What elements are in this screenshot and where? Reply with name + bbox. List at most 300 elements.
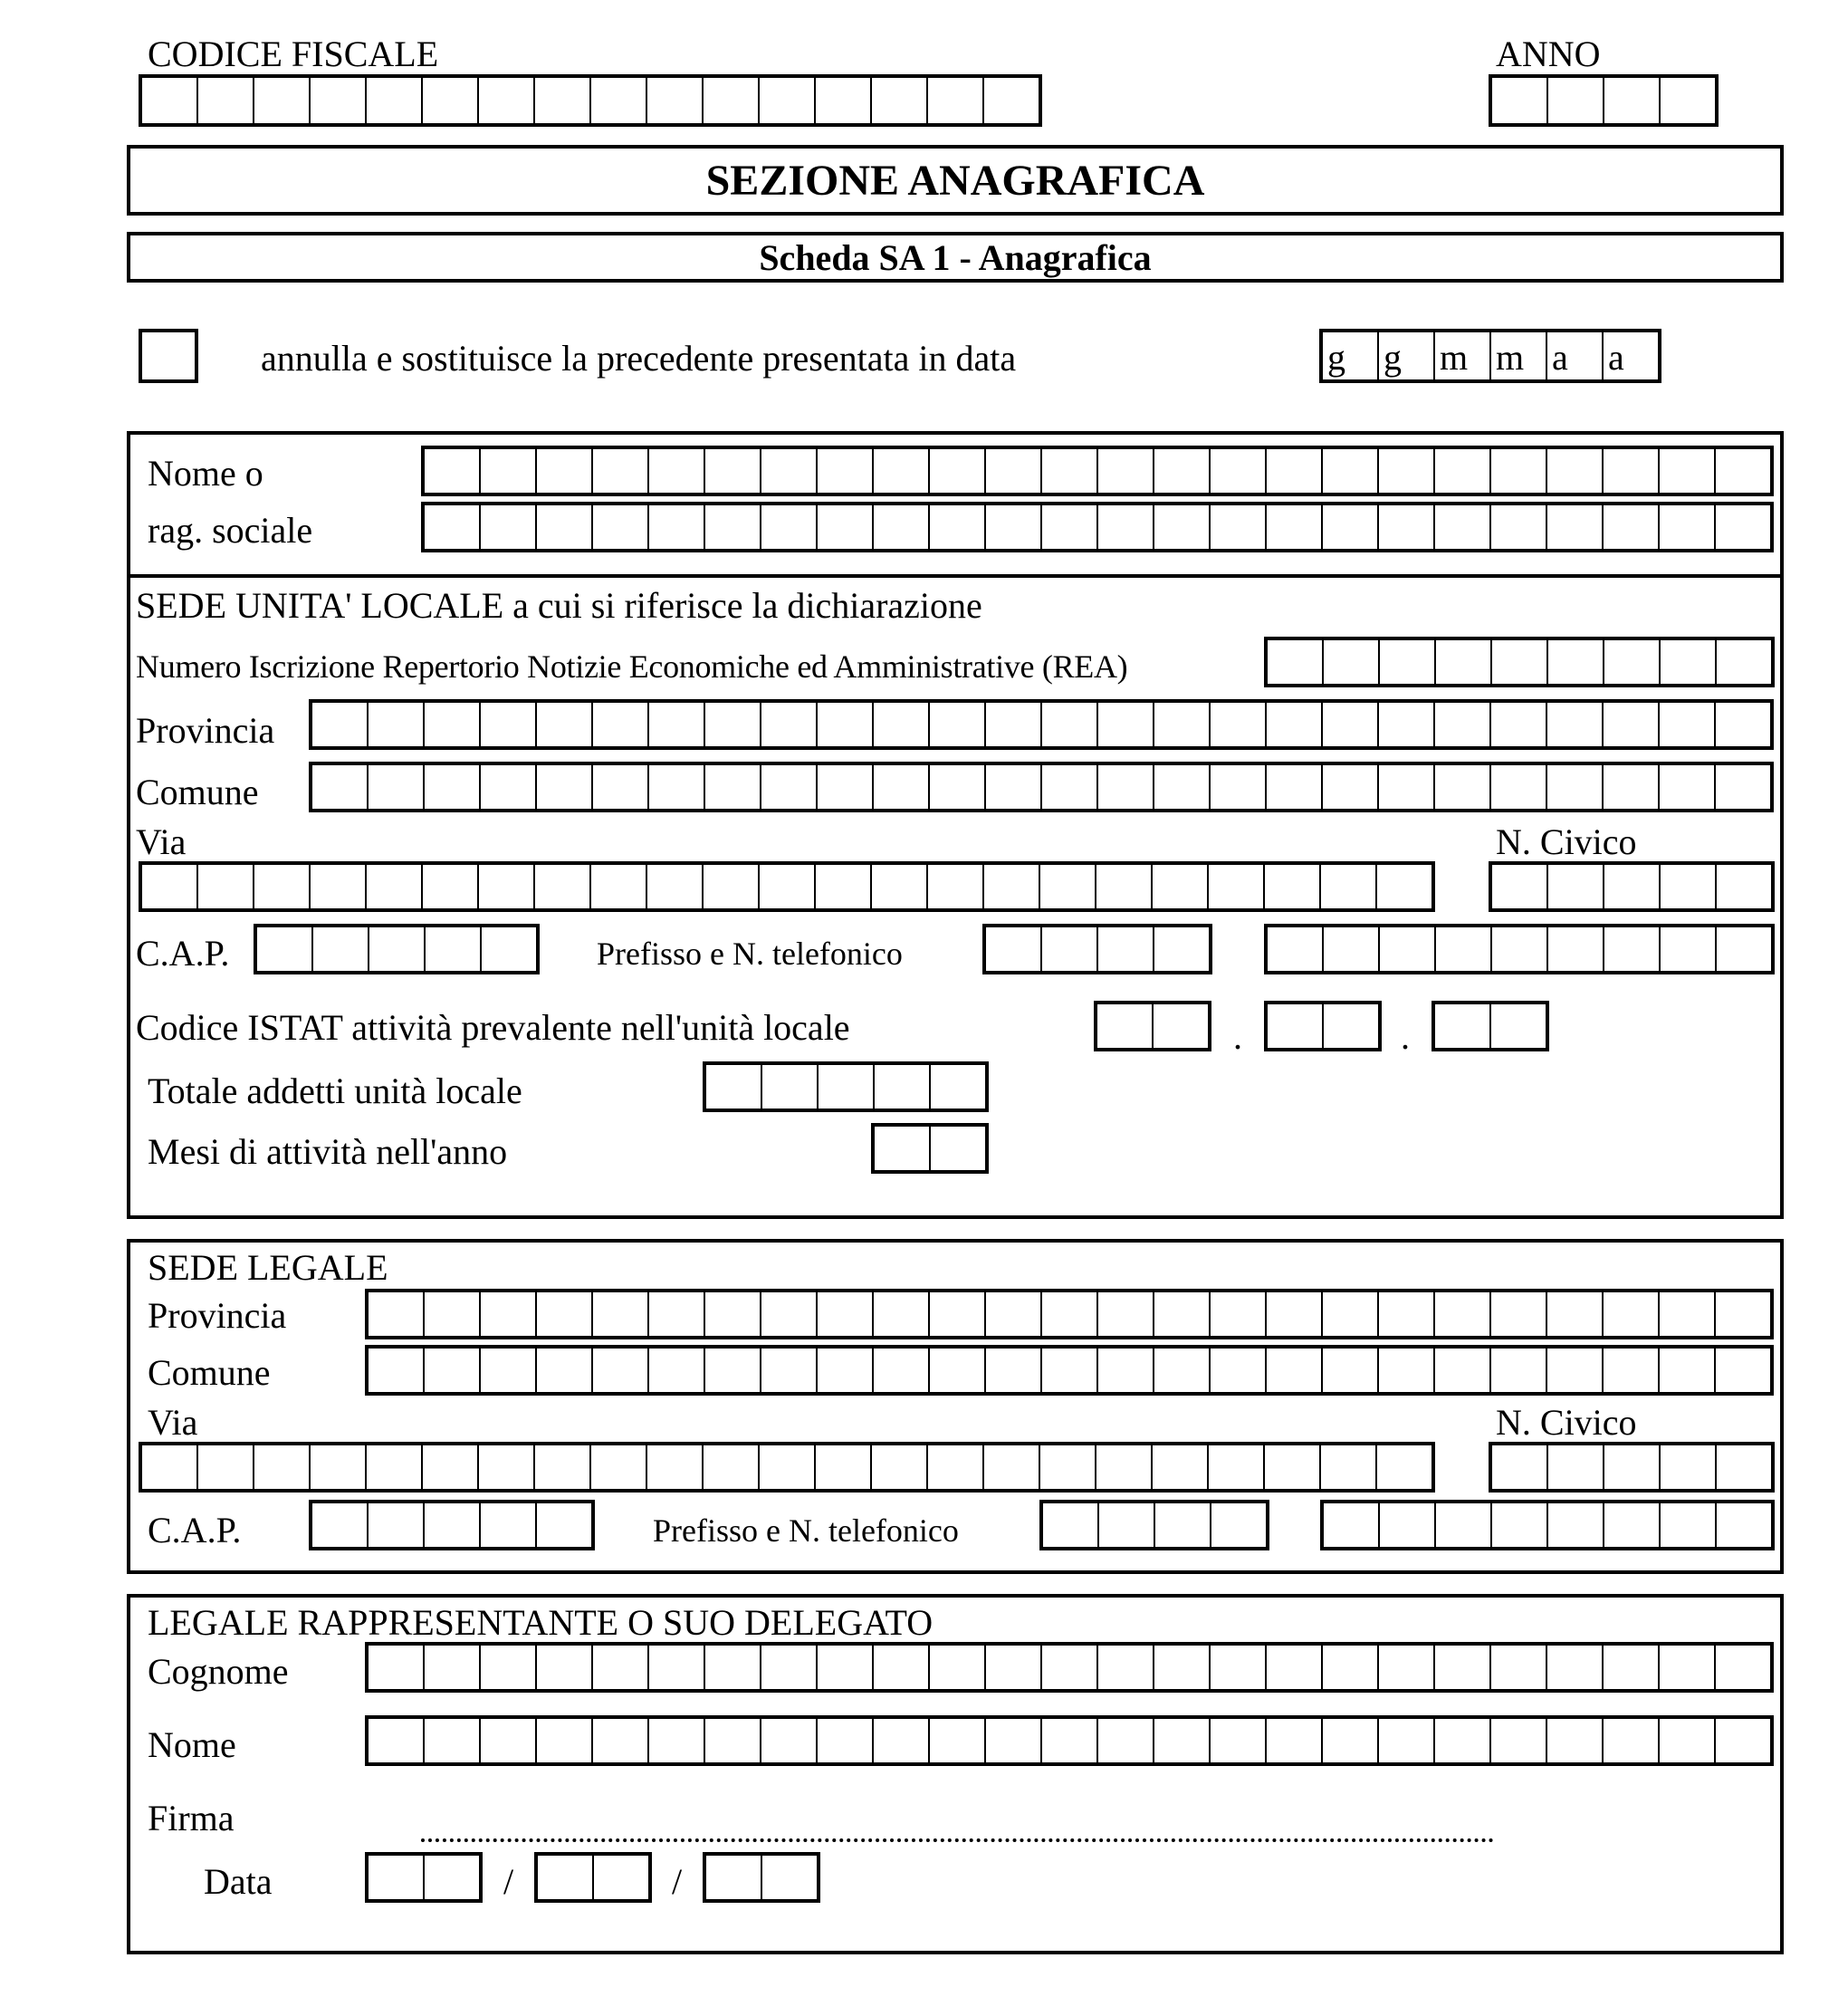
- char-cell[interactable]: [537, 449, 593, 493]
- char-cell[interactable]: [1379, 703, 1435, 746]
- char-cell[interactable]: [1211, 449, 1267, 493]
- char-cell[interactable]: [761, 765, 818, 809]
- char-cell[interactable]: [818, 765, 874, 809]
- char-cell[interactable]: [369, 1349, 425, 1392]
- char-cell[interactable]: [816, 1445, 872, 1489]
- sl-cap-field[interactable]: [309, 1500, 595, 1550]
- char-cell[interactable]: [647, 865, 704, 908]
- data-month-field[interactable]: [534, 1852, 652, 1903]
- char-cell[interactable]: [369, 1719, 425, 1762]
- char-cell[interactable]: [1267, 1646, 1323, 1689]
- char-cell[interactable]: [1153, 865, 1209, 908]
- istat-field-2[interactable]: [1264, 1001, 1382, 1051]
- char-cell[interactable]: [874, 1719, 930, 1762]
- char-cell[interactable]: [481, 1646, 537, 1689]
- sl-telefono-field[interactable]: [1320, 1500, 1775, 1550]
- char-cell[interactable]: [594, 1856, 650, 1899]
- char-cell[interactable]: [1435, 1719, 1491, 1762]
- char-cell[interactable]: [1491, 449, 1547, 493]
- char-cell[interactable]: [1604, 1719, 1660, 1762]
- char-cell[interactable]: [1323, 1646, 1379, 1689]
- annulla-checkbox[interactable]: [139, 329, 198, 383]
- char-cell[interactable]: [1435, 765, 1491, 809]
- char-cell[interactable]: [761, 449, 818, 493]
- char-cell[interactable]: [762, 1856, 819, 1899]
- char-cell[interactable]: [872, 78, 928, 123]
- char-cell[interactable]: [1548, 865, 1604, 908]
- char-cell[interactable]: [984, 78, 1040, 123]
- char-cell[interactable]: [369, 927, 426, 971]
- char-cell[interactable]: [986, 1292, 1042, 1336]
- char-cell[interactable]: [1604, 927, 1661, 971]
- char-cell[interactable]: [1435, 449, 1491, 493]
- char-cell[interactable]: [986, 449, 1042, 493]
- char-cell[interactable]: [313, 927, 369, 971]
- char-cell[interactable]: [1716, 1646, 1772, 1689]
- char-cell[interactable]: [1547, 1349, 1604, 1392]
- char-cell[interactable]: [1661, 1445, 1717, 1489]
- char-cell[interactable]: [1547, 1646, 1604, 1689]
- char-cell[interactable]: [1660, 1719, 1716, 1762]
- ul-provincia-field[interactable]: [309, 699, 1774, 750]
- char-cell[interactable]: [1096, 1445, 1153, 1489]
- char-cell[interactable]: [649, 1292, 705, 1336]
- char-cell[interactable]: [1098, 765, 1154, 809]
- char-cell[interactable]: [1154, 449, 1211, 493]
- char-cell[interactable]: [1660, 449, 1716, 493]
- char-cell[interactable]: [1380, 640, 1436, 684]
- char-cell[interactable]: [875, 1127, 931, 1170]
- annulla-date-field[interactable]: [1319, 329, 1661, 383]
- char-cell[interactable]: [706, 1065, 762, 1109]
- char-cell[interactable]: [425, 1646, 481, 1689]
- char-cell[interactable]: [311, 1445, 367, 1489]
- char-cell[interactable]: [1211, 1292, 1267, 1336]
- char-cell[interactable]: [198, 78, 254, 123]
- char-cell[interactable]: [647, 1445, 704, 1489]
- char-cell[interactable]: [1604, 1349, 1660, 1392]
- char-cell[interactable]: [1492, 927, 1548, 971]
- char-cell[interactable]: [649, 1646, 705, 1689]
- char-cell[interactable]: [986, 1349, 1042, 1392]
- char-cell[interactable]: [311, 865, 367, 908]
- char-cell[interactable]: [481, 1349, 537, 1392]
- char-cell[interactable]: [479, 78, 535, 123]
- istat-field-3[interactable]: [1431, 1001, 1549, 1051]
- char-cell[interactable]: [423, 865, 479, 908]
- char-cell[interactable]: [1154, 765, 1211, 809]
- char-cell[interactable]: [1491, 1004, 1547, 1048]
- char-cell[interactable]: [1154, 1646, 1211, 1689]
- char-cell[interactable]: [1548, 1503, 1604, 1547]
- char-cell[interactable]: [704, 865, 760, 908]
- char-cell[interactable]: [1097, 1004, 1154, 1048]
- char-cell[interactable]: a: [1604, 332, 1660, 379]
- char-cell[interactable]: [479, 865, 535, 908]
- char-cell[interactable]: [591, 78, 647, 123]
- char-cell[interactable]: [537, 1503, 593, 1547]
- char-cell[interactable]: [1211, 1719, 1267, 1762]
- char-cell[interactable]: [1211, 505, 1267, 549]
- char-cell[interactable]: [816, 865, 872, 908]
- char-cell[interactable]: [1268, 927, 1324, 971]
- char-cell[interactable]: [930, 1719, 986, 1762]
- char-cell[interactable]: [481, 1719, 537, 1762]
- char-cell[interactable]: [1154, 1004, 1210, 1048]
- char-cell[interactable]: [1492, 865, 1548, 908]
- char-cell[interactable]: [1604, 1503, 1661, 1547]
- char-cell[interactable]: [1042, 1646, 1098, 1689]
- char-cell[interactable]: [482, 927, 538, 971]
- char-cell[interactable]: [819, 1065, 875, 1109]
- char-cell[interactable]: [481, 1292, 537, 1336]
- mesi-field[interactable]: [871, 1123, 989, 1174]
- char-cell[interactable]: [1323, 1292, 1379, 1336]
- char-cell[interactable]: [481, 1503, 537, 1547]
- char-cell[interactable]: [1717, 1445, 1773, 1489]
- char-cell[interactable]: [761, 703, 818, 746]
- char-cell[interactable]: [1098, 449, 1154, 493]
- char-cell[interactable]: [198, 1445, 254, 1489]
- char-cell[interactable]: [1099, 1503, 1155, 1547]
- char-cell[interactable]: [535, 1445, 591, 1489]
- char-cell[interactable]: a: [1547, 332, 1604, 379]
- rea-field[interactable]: [1264, 637, 1775, 687]
- char-cell[interactable]: [1321, 1445, 1377, 1489]
- char-cell[interactable]: [649, 449, 705, 493]
- char-cell[interactable]: [1660, 505, 1716, 549]
- char-cell[interactable]: [1267, 505, 1323, 549]
- char-cell[interactable]: [1379, 765, 1435, 809]
- char-cell[interactable]: [1491, 1349, 1547, 1392]
- char-cell[interactable]: [1265, 865, 1321, 908]
- char-cell[interactable]: [1604, 1292, 1660, 1336]
- char-cell[interactable]: [1324, 1503, 1380, 1547]
- char-cell[interactable]: [928, 865, 984, 908]
- char-cell[interactable]: [1436, 927, 1492, 971]
- char-cell[interactable]: [930, 703, 986, 746]
- char-cell[interactable]: [647, 78, 704, 123]
- char-cell[interactable]: [705, 703, 761, 746]
- char-cell[interactable]: [425, 1856, 481, 1899]
- char-cell[interactable]: [818, 1292, 874, 1336]
- char-cell[interactable]: [1154, 505, 1211, 549]
- nome-field-row2[interactable]: [421, 502, 1774, 552]
- char-cell[interactable]: [425, 505, 481, 549]
- char-cell[interactable]: [593, 1292, 649, 1336]
- char-cell[interactable]: [1548, 1445, 1604, 1489]
- ul-prefisso-field[interactable]: [982, 924, 1212, 974]
- char-cell[interactable]: [1436, 640, 1492, 684]
- char-cell[interactable]: [425, 1719, 481, 1762]
- char-cell[interactable]: [1492, 640, 1548, 684]
- char-cell[interactable]: [1716, 1349, 1772, 1392]
- char-cell[interactable]: [874, 1292, 930, 1336]
- char-cell[interactable]: [425, 765, 481, 809]
- ul-via-field[interactable]: [139, 861, 1435, 912]
- char-cell[interactable]: [1660, 765, 1716, 809]
- char-cell[interactable]: [1436, 1503, 1492, 1547]
- char-cell[interactable]: [1492, 78, 1548, 123]
- char-cell[interactable]: [1155, 1503, 1211, 1547]
- char-cell[interactable]: [705, 1349, 761, 1392]
- data-day-field[interactable]: [365, 1852, 483, 1903]
- char-cell[interactable]: [481, 765, 537, 809]
- char-cell[interactable]: [1324, 927, 1380, 971]
- char-cell[interactable]: [254, 865, 311, 908]
- char-cell[interactable]: [928, 1445, 984, 1489]
- char-cell[interactable]: [593, 1719, 649, 1762]
- char-cell[interactable]: [1491, 765, 1547, 809]
- char-cell[interactable]: [591, 1445, 647, 1489]
- char-cell[interactable]: [535, 865, 591, 908]
- char-cell[interactable]: m: [1435, 332, 1491, 379]
- char-cell[interactable]: [1661, 640, 1717, 684]
- char-cell[interactable]: [1153, 1445, 1209, 1489]
- char-cell[interactable]: [986, 1719, 1042, 1762]
- ul-telefono-field[interactable]: [1264, 924, 1775, 974]
- char-cell[interactable]: [593, 703, 649, 746]
- char-cell[interactable]: [1323, 765, 1379, 809]
- char-cell[interactable]: [704, 1445, 760, 1489]
- char-cell[interactable]: [986, 927, 1042, 971]
- char-cell[interactable]: [1661, 1503, 1717, 1547]
- char-cell[interactable]: [591, 865, 647, 908]
- char-cell[interactable]: [425, 449, 481, 493]
- char-cell[interactable]: [1717, 927, 1773, 971]
- char-cell[interactable]: [1267, 1292, 1323, 1336]
- char-cell[interactable]: [593, 449, 649, 493]
- char-cell[interactable]: [311, 78, 367, 123]
- char-cell[interactable]: [1604, 505, 1660, 549]
- char-cell[interactable]: [1268, 1004, 1324, 1048]
- char-cell[interactable]: [1547, 449, 1604, 493]
- char-cell[interactable]: [1211, 1349, 1267, 1392]
- char-cell[interactable]: g: [1323, 332, 1379, 379]
- char-cell[interactable]: [1154, 1719, 1211, 1762]
- char-cell[interactable]: [537, 505, 593, 549]
- char-cell[interactable]: [818, 505, 874, 549]
- sl-provincia-field[interactable]: [365, 1289, 1774, 1339]
- char-cell[interactable]: [986, 1646, 1042, 1689]
- char-cell[interactable]: [1660, 1349, 1716, 1392]
- char-cell[interactable]: [1604, 865, 1661, 908]
- char-cell[interactable]: [367, 1445, 423, 1489]
- sl-civico-field[interactable]: [1489, 1442, 1775, 1493]
- char-cell[interactable]: [1377, 1445, 1433, 1489]
- char-cell[interactable]: [1717, 865, 1773, 908]
- char-cell[interactable]: m: [1491, 332, 1547, 379]
- istat-field-1[interactable]: [1094, 1001, 1211, 1051]
- char-cell[interactable]: [1491, 1646, 1547, 1689]
- char-cell[interactable]: [1098, 1719, 1154, 1762]
- char-cell[interactable]: [1661, 78, 1717, 123]
- char-cell[interactable]: [1323, 449, 1379, 493]
- char-cell[interactable]: [481, 505, 537, 549]
- char-cell[interactable]: [369, 703, 425, 746]
- char-cell[interactable]: [1547, 765, 1604, 809]
- char-cell[interactable]: [254, 1445, 311, 1489]
- char-cell[interactable]: [1716, 765, 1772, 809]
- char-cell[interactable]: [1547, 703, 1604, 746]
- char-cell[interactable]: [1098, 703, 1154, 746]
- char-cell[interactable]: [1491, 1719, 1547, 1762]
- char-cell[interactable]: [761, 505, 818, 549]
- char-cell[interactable]: [1379, 1646, 1435, 1689]
- char-cell[interactable]: [1716, 505, 1772, 549]
- char-cell[interactable]: [1323, 505, 1379, 549]
- char-cell[interactable]: [1380, 1503, 1436, 1547]
- char-cell[interactable]: [1547, 505, 1604, 549]
- char-cell[interactable]: [874, 1646, 930, 1689]
- char-cell[interactable]: [874, 1349, 930, 1392]
- char-cell[interactable]: [1660, 1292, 1716, 1336]
- char-cell[interactable]: [1379, 449, 1435, 493]
- char-cell[interactable]: [930, 1646, 986, 1689]
- char-cell[interactable]: [1268, 640, 1324, 684]
- char-cell[interactable]: [1435, 1646, 1491, 1689]
- char-cell[interactable]: [705, 765, 761, 809]
- char-cell[interactable]: [930, 505, 986, 549]
- char-cell[interactable]: [369, 1503, 425, 1547]
- char-cell[interactable]: [1042, 449, 1098, 493]
- char-cell[interactable]: [1548, 78, 1604, 123]
- char-cell[interactable]: [1042, 927, 1098, 971]
- char-cell[interactable]: [874, 703, 930, 746]
- char-cell[interactable]: [875, 1065, 931, 1109]
- char-cell[interactable]: [1267, 1349, 1323, 1392]
- char-cell[interactable]: [1716, 1292, 1772, 1336]
- char-cell[interactable]: [705, 505, 761, 549]
- char-cell[interactable]: [1267, 765, 1323, 809]
- char-cell[interactable]: [1547, 1719, 1604, 1762]
- char-cell[interactable]: [479, 1445, 535, 1489]
- char-cell[interactable]: [1435, 1292, 1491, 1336]
- char-cell[interactable]: [257, 927, 313, 971]
- char-cell[interactable]: [1209, 865, 1265, 908]
- char-cell[interactable]: [930, 1292, 986, 1336]
- data-year-field[interactable]: [703, 1852, 820, 1903]
- rappr-nome-field[interactable]: [365, 1715, 1774, 1766]
- char-cell[interactable]: [1435, 703, 1491, 746]
- sl-prefisso-field[interactable]: [1039, 1500, 1269, 1550]
- char-cell[interactable]: [872, 1445, 928, 1489]
- char-cell[interactable]: [1492, 1503, 1548, 1547]
- char-cell[interactable]: [593, 1646, 649, 1689]
- char-cell[interactable]: [593, 1349, 649, 1392]
- char-cell[interactable]: [649, 765, 705, 809]
- char-cell[interactable]: [423, 1445, 479, 1489]
- char-cell[interactable]: [705, 1719, 761, 1762]
- char-cell[interactable]: [1547, 1292, 1604, 1336]
- char-cell[interactable]: [928, 78, 984, 123]
- char-cell[interactable]: [1435, 1349, 1491, 1392]
- char-cell[interactable]: [1042, 1349, 1098, 1392]
- char-cell[interactable]: [481, 703, 537, 746]
- char-cell[interactable]: [931, 1127, 987, 1170]
- char-cell[interactable]: [930, 765, 986, 809]
- char-cell[interactable]: [1321, 865, 1377, 908]
- char-cell[interactable]: [1209, 1445, 1265, 1489]
- char-cell[interactable]: [818, 1349, 874, 1392]
- char-cell[interactable]: [537, 703, 593, 746]
- char-cell[interactable]: [1154, 703, 1211, 746]
- char-cell[interactable]: [1154, 927, 1211, 971]
- char-cell[interactable]: [1042, 505, 1098, 549]
- char-cell[interactable]: [984, 1445, 1040, 1489]
- char-cell[interactable]: [1324, 1004, 1380, 1048]
- char-cell[interactable]: [1717, 640, 1773, 684]
- char-cell[interactable]: [425, 1503, 481, 1547]
- char-cell[interactable]: [1604, 449, 1660, 493]
- char-cell[interactable]: [535, 78, 591, 123]
- char-cell[interactable]: [1324, 640, 1380, 684]
- char-cell[interactable]: [1660, 703, 1716, 746]
- sl-comune-field[interactable]: [365, 1345, 1774, 1396]
- addetti-field[interactable]: [703, 1061, 989, 1112]
- char-cell[interactable]: [593, 505, 649, 549]
- char-cell[interactable]: [930, 1349, 986, 1392]
- char-cell[interactable]: [1267, 1719, 1323, 1762]
- char-cell[interactable]: [312, 1503, 369, 1547]
- char-cell[interactable]: [761, 1719, 818, 1762]
- char-cell[interactable]: [425, 1292, 481, 1336]
- char-cell[interactable]: [1098, 1646, 1154, 1689]
- char-cell[interactable]: [254, 78, 311, 123]
- char-cell[interactable]: [760, 78, 816, 123]
- char-cell[interactable]: [425, 1349, 481, 1392]
- codice-fiscale-field[interactable]: [139, 74, 1042, 127]
- char-cell[interactable]: [1154, 1349, 1211, 1392]
- char-cell[interactable]: [1379, 505, 1435, 549]
- char-cell[interactable]: [1716, 449, 1772, 493]
- char-cell[interactable]: [761, 1349, 818, 1392]
- char-cell[interactable]: [425, 703, 481, 746]
- char-cell[interactable]: [1211, 703, 1267, 746]
- char-cell[interactable]: [1040, 1445, 1096, 1489]
- char-cell[interactable]: [984, 865, 1040, 908]
- char-cell[interactable]: [1604, 765, 1660, 809]
- char-cell[interactable]: [1379, 1719, 1435, 1762]
- char-cell[interactable]: [1716, 703, 1772, 746]
- char-cell[interactable]: [1211, 1503, 1268, 1547]
- char-cell[interactable]: [986, 505, 1042, 549]
- char-cell[interactable]: [142, 1445, 198, 1489]
- char-cell[interactable]: [818, 1646, 874, 1689]
- char-cell[interactable]: [1604, 78, 1661, 123]
- char-cell[interactable]: [1040, 865, 1096, 908]
- char-cell[interactable]: [1267, 449, 1323, 493]
- char-cell[interactable]: [198, 865, 254, 908]
- char-cell[interactable]: [1098, 1292, 1154, 1336]
- char-cell[interactable]: [874, 505, 930, 549]
- char-cell[interactable]: [1377, 865, 1433, 908]
- char-cell[interactable]: [1154, 1292, 1211, 1336]
- char-cell[interactable]: [1267, 703, 1323, 746]
- char-cell[interactable]: [1380, 927, 1436, 971]
- char-cell[interactable]: [593, 765, 649, 809]
- ul-cap-field[interactable]: [254, 924, 540, 974]
- char-cell[interactable]: [1604, 1445, 1661, 1489]
- char-cell[interactable]: [1323, 1349, 1379, 1392]
- char-cell[interactable]: [1717, 1503, 1773, 1547]
- sl-via-field[interactable]: [139, 1442, 1435, 1493]
- char-cell[interactable]: [931, 1065, 987, 1109]
- char-cell[interactable]: [760, 865, 816, 908]
- char-cell[interactable]: [1042, 1719, 1098, 1762]
- char-cell[interactable]: [537, 1292, 593, 1336]
- ul-comune-field[interactable]: [309, 762, 1774, 812]
